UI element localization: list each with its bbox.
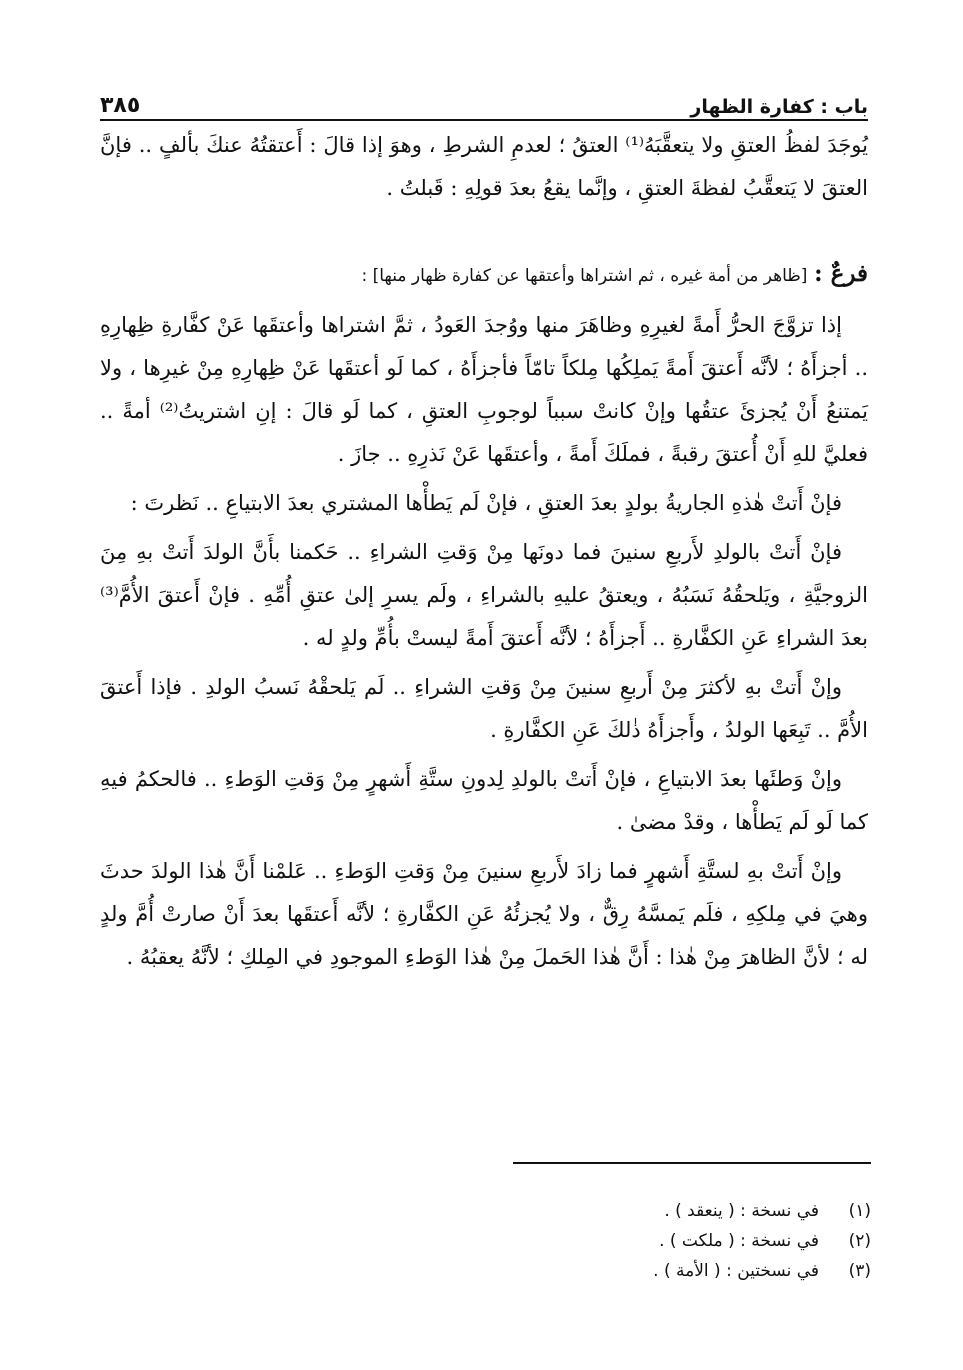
header-rule	[100, 119, 868, 121]
footnote-number: (١)	[848, 1201, 871, 1221]
footnotes	[100, 1196, 871, 1286]
footnote-3	[100, 1256, 871, 1286]
paragraph-4: فإنْ أَتتْ بالولدِ لأَربعِ سنينَ فما دونَها مِنْ وَقتِ الشراءِ .. حَكمنا بأَنَّ الولدَ أَتتْ بهِ مِنَ الزوجيَّةِ ، ويَلحقُهُ نَسَبُهُ ، ويعتقُ عليهِ بالشراءِ ، ولَم يسرِ إلىٰ عتقِ أُمِّهِ . فإنْ أَعتقَ الأُمَّ⁽³⁾ بعدَ الشراءِ عَنِ الكفَّارةِ .. أَجزأَهُ ؛ لأنَّه أَعتقَ أَمةً ليستْ بأُمِّ ولدٍ له .	[100, 540, 868, 650]
far-topic: [ظاهر من أمة غيره ، ثم اشتراها وأعتقها عن كفارة ظهار منها] :	[361, 266, 808, 286]
footnote-text: في نسخة : ( ملكت ) .	[659, 1231, 819, 1251]
footnote-rule	[513, 1162, 871, 1164]
chapter-title: باب : كفارة الظهار	[690, 96, 868, 118]
running-header	[100, 78, 868, 118]
footnote-text: في نسختين : ( الأمة ) .	[653, 1261, 819, 1281]
paragraph-3: فإنْ أَتتْ هٰذهِ الجاريةُ بولدٍ بعدَ العتقِ ، فإنْ لَم يَطأْها المشتري بعدَ الابتياعِ .. نَظرتَ :	[130, 491, 842, 515]
paragraph-6: وإنْ وَطئَها بعدَ الابتياعِ ، فإنْ أَتتْ بالولدِ لِدونِ ستَّةِ أَشهرٍ مِنْ وَقتِ الوَطءِ .. فالحكمُ فيهِ كما لَو لَم يَطأْها ، وقدْ مضىٰ .	[100, 767, 868, 834]
paragraph-1: يُوجَدَ لفظُ العتقِ ولا يتعقَّبَهُ⁽¹⁾ العتقُ ؛ لعدمِ الشرطِ ، وهوَ إذا قالَ : أَعتقتُهُ عنكَ بألفٍ .. فإنَّ العتقَ لا يَتعقَّبُ لفظةَ العتقِ ، وإنَّما يقعُ بعدَ قولِهِ : قَبلتُ .	[100, 133, 869, 200]
footnote-text: في نسخة : ( ينعقد ) .	[664, 1201, 819, 1221]
section-gap	[100, 216, 868, 252]
paragraph-2: إذا تزوَّجَ الحرُّ أَمةً لغيرِهِ وظاهَرَ منها ووُجدَ العَودُ ، ثمَّ اشتراها وأعتقَها عَنْ كفَّارةِ ظِهارِهِ .. أجزأَهُ ؛ لأنَّه أَعتقَ أَمةً يَملِكُها مِلكاً تامّاً فأجزأَهُ ، كما لَو أعتقَها عَنْ ظِهارِهِ مِنْ غيرِها ، ولا يَمتنعُ أَنْ يُجزئَ عتقُها وإنْ كانتْ سبباً لوجوبِ العتقِ ، كما لَو قالَ : إنِ اشتريتُ⁽²⁾ أمةً .. فعليَّ للهِ أَنْ أُعتقَ رقبةً ، فملَكَ أَمةً ، وأعتقَها عَنْ نَذرِهِ .. جازَ .	[100, 313, 868, 466]
page-number: ٣٨٥	[100, 93, 141, 118]
footnote-1	[100, 1196, 871, 1226]
far-label: فرعٌ :	[814, 260, 868, 287]
paragraph-5: وإنْ أَتتْ بهِ لأكثرَ مِنْ أَربعِ سنينَ مِنْ وَقتِ الشراءِ .. لَم يَلحقْهُ نَسبُ الولدِ . فإذا أَعتقَ الأُمَّ .. تَبِعَها الولدُ ، وأَجزأَهُ ذٰلكَ عَنِ الكفَّارةِ .	[100, 675, 868, 742]
section-heading	[100, 252, 868, 298]
paragraph-7: وإنْ أَتتْ بهِ لستَّةِ أَشهرٍ فما زادَ لأَربعِ سنينَ مِنْ وَقتِ الوَطءِ .. عَلمْنا أَنَّ هٰذا الولدَ حدثَ وهيَ في مِلكِهِ ، فلَم يَمسَّهُ رِقٌّ ، ولا يُجزئُهُ عَنِ الكفَّارةِ ؛ لأنَّه أَعتقَها بعدَ أَنْ صارتْ أُمَّ ولدٍ له ؛ لأنَّ الظاهرَ مِنْ هٰذا : أَنَّ هٰذا الحَملَ مِنْ هٰذا الوَطءِ الموجودِ في المِلكِ ؛ لأنَّهُ يعقبُهُ .	[100, 859, 868, 969]
footnote-number: (٣)	[848, 1261, 871, 1281]
footnote-2	[100, 1226, 871, 1256]
main-text	[100, 124, 868, 985]
footnote-number: (٢)	[848, 1231, 871, 1251]
